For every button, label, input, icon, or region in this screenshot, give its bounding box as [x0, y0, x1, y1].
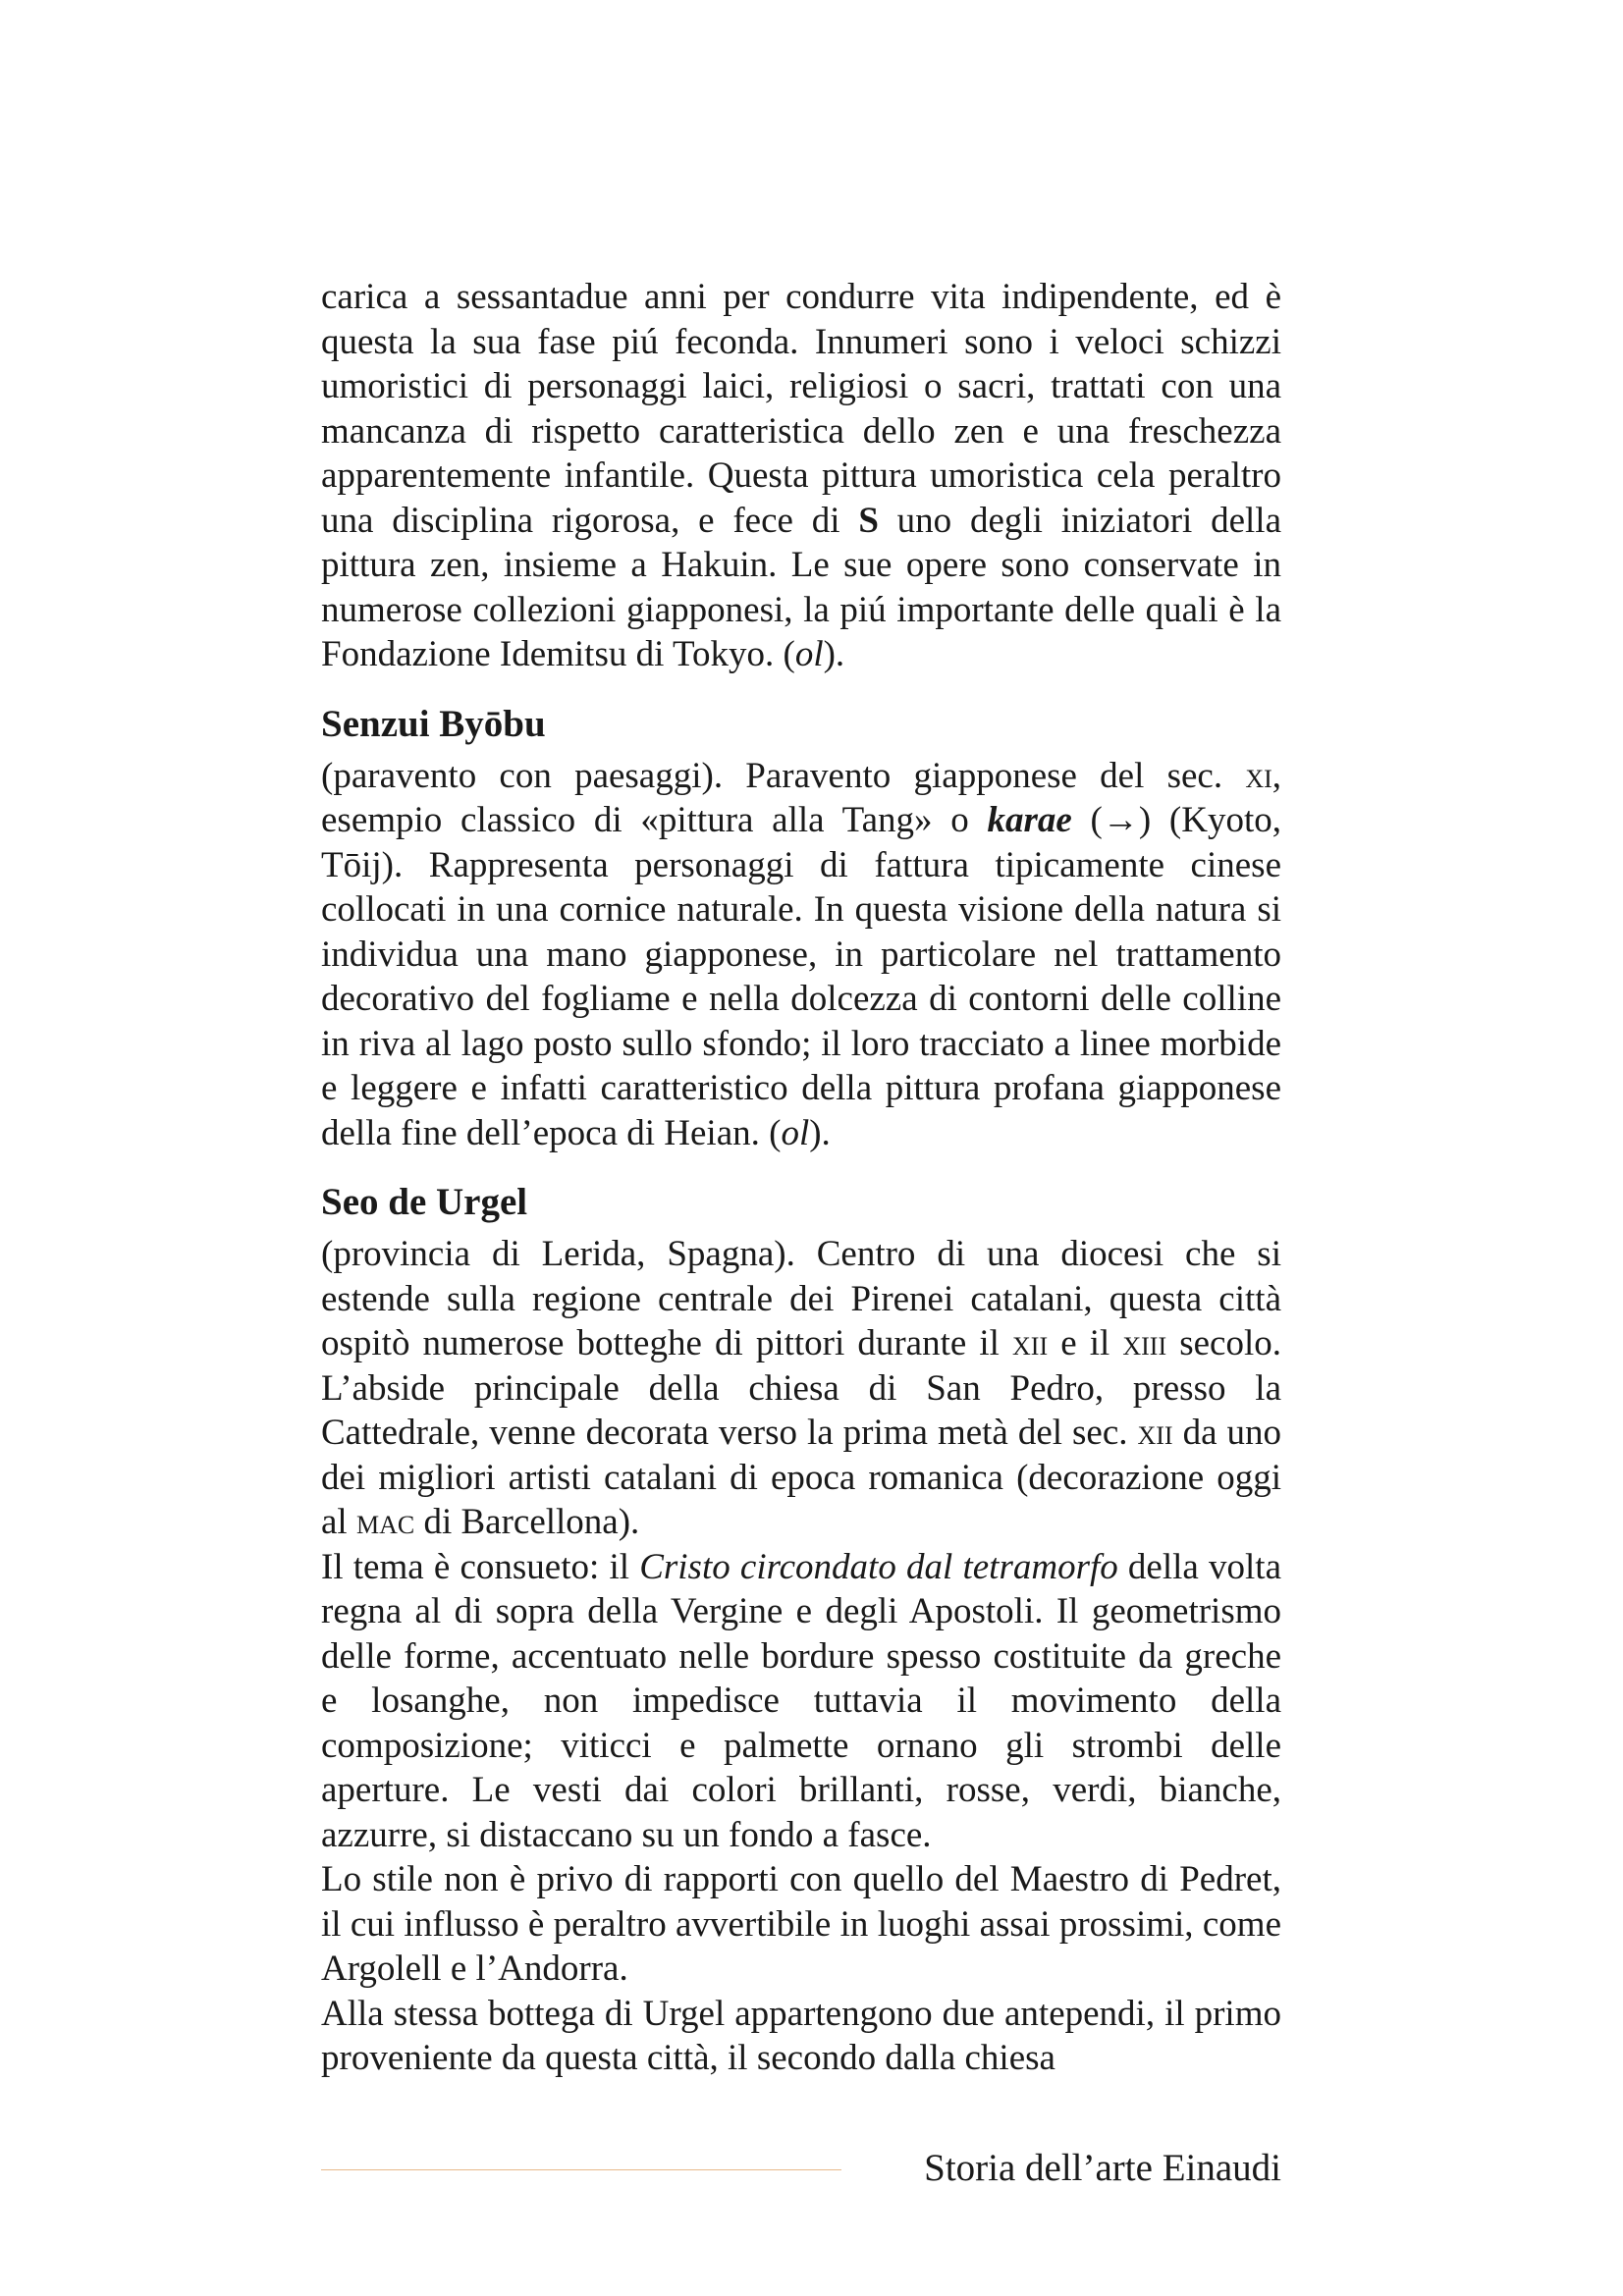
intro-paragraph	[321, 275, 1281, 677]
text-run: (paravento con paesaggi). Paravento giapponese del sec.	[321, 755, 1246, 796]
text-run: , esempio classico di «pittura alla Tang» o	[321, 755, 1281, 840]
text-run: secolo. L’abside principale della chiesa di San Pedro, presso la Cattedrale, venne decorata verso la prima metà del sec.	[321, 1323, 1281, 1453]
roman-numeral: xii	[1012, 1323, 1049, 1363]
roman-numeral: xii	[1137, 1413, 1173, 1453]
footer-title: Storia dell’arte Einaudi	[924, 2147, 1281, 2189]
text-run: (Kyoto, Tōij). Rappresenta personaggi di fattura tipicamente cinese collocati in una cornice naturale. In questa visione della natura si individua una mano giapponese, in particolare nel trattamento decorativo del fogliame e nella dolcezza di contorni delle colline in riva al lago posto sullo sfondo; il loro tracciato a linee morbide e leggere e infatti caratteristico della pittura profana giapponese della fine dell’epoca di Heian. (	[321, 800, 1281, 1153]
bold-abbrev: S	[858, 500, 879, 541]
cross-reference: karae	[987, 800, 1072, 840]
entry-title: Senzui Byōbu	[321, 702, 546, 745]
entry-seo-de-urgel	[321, 1179, 1281, 2081]
text-run: carica a sessantadue anni per condurre vita indipendente, ed è questa la sua fase piú feconda. Innumeri sono i veloci schizzi umoristici di personaggi laici, religiosi o sacri, trattati con una mancanza di rispetto caratteristica dello zen e una freschezza apparentemente infantile. Questa pittura umoristica cela peraltro una disciplina rigorosa, e fece di	[321, 277, 1281, 541]
text-run: di Barcellona).	[414, 1502, 640, 1542]
text-run: uno degli iniziatori della pittura zen, insieme a Hakuin. Le sue opere sono conservate in numerose collezioni giapponesi, la piú importante delle quali è la Fondazione Idemitsu di Tokyo. (	[321, 500, 1281, 674]
entry-paragraph	[321, 1232, 1281, 1545]
entry-senzui-byobu	[321, 701, 1281, 1156]
artwork-title: Cristo circondato dal tetramorfo	[639, 1546, 1118, 1587]
text-run: da uno dei migliori artisti catalani di epoca romanica (decorazione oggi al	[321, 1413, 1281, 1542]
roman-numeral: xi	[1245, 755, 1272, 796]
entry-title: Seo de Urgel	[321, 1181, 528, 1223]
page-body	[321, 275, 1281, 2081]
entry-paragraph	[321, 754, 1281, 1156]
arrow-icon: (→)	[1090, 800, 1152, 840]
entry-paragraph: Alla stessa bottega di Urgel appartengono due antependi, il primo proveniente da questa città, il secondo dalla chiesa	[321, 1993, 1281, 2078]
text-run: e il	[1048, 1323, 1123, 1363]
author-initials: ol	[794, 634, 824, 674]
footer-rule	[321, 2169, 841, 2170]
text-run: della volta regna al di sopra della Vergine e degli Apostoli. Il geometrismo delle forme, accentuato nelle bordure spesso costituite da greche e losanghe, non impedisce tuttavia il movimento della composizione; viticci e palmette ornano gli strombi delle aperture. Le vesti dai colori brillanti, rosse, verdi, bianche, azzurre, si distaccano su un fondo a fasce.	[321, 1546, 1281, 1855]
entry-paragraph	[321, 1545, 1281, 1858]
text-run: ).	[823, 634, 845, 674]
text-run: ).	[809, 1112, 831, 1153]
text-run: Il tema è consueto: il	[321, 1546, 640, 1587]
acronym: mac	[355, 1502, 415, 1542]
author-initials: ol	[781, 1112, 810, 1153]
roman-numeral: xiii	[1122, 1323, 1167, 1363]
text-run: (provincia di Lerida, Spagna). Centro di una diocesi che si estende sulla regione centrale dei Pirenei catalani, questa città ospitò numerose botteghe di pittori durante il	[321, 1234, 1281, 1363]
entry-paragraph: Lo stile non è privo di rapporti con quello del Maestro di Pedret, il cui influsso è peraltro avvertibile in luoghi assai prossimi, come Argolell e l’Andorra.	[321, 1859, 1281, 1989]
